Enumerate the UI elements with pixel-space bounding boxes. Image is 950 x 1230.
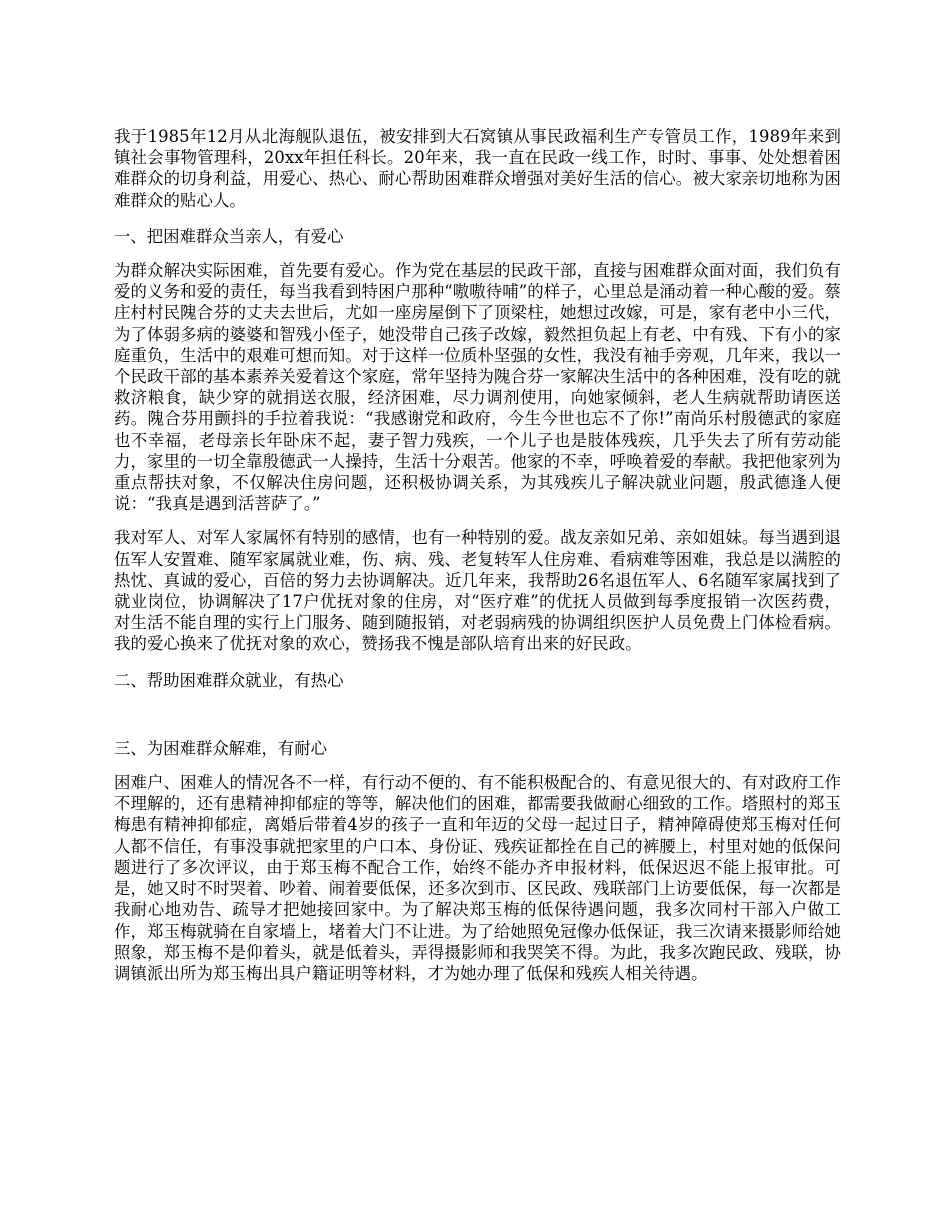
section-1-heading: 一、把困难群众当亲人，有爱心	[114, 226, 344, 246]
section-3-heading: 三、为困难群众解难，有耐心	[114, 738, 328, 758]
section-1-paragraph-2: 我对军人、对军人家属怀有特别的感情，也有一种特别的爱。战友亲如兄弟、亲如姐妹。每当遇到退伍军人安置难、随军家属就业难，伤、病、残、老复转军人住房难、看病难等困难，我总是以满腔的热忱、真诚的爱心，百倍的努力去协调解决。近几年来，我帮助26名退伍军人、6名随军家属找到了就业岗位，协调解决了17户优抚对象的住房，对“医疗难”的优抚人员做到每季度报销一次医药费，对生活不能自理的实行上门服务、随到随报销，对老弱病残的协调组织医护人员免费上门体检看病。我的爱心换来了优抚对象的欢心，赞扬我不愧是部队培育出来的好民政。	[114, 528, 841, 654]
section-3-paragraph-1: 困难户、困难人的情况各不一样，有行动不便的、有不能积极配合的、有意见很大的、有对政府工作不理解的，还有患精神抑郁症的等等，解决他们的困难，都需要我做耐心细致的工作。塔照村的郑玉梅患有精神抑郁症，离婚后带着4岁的孩子一直和年迈的父母一起过日子，精神障碍使郑玉梅对任何人都不信任，有事没事就把家里的户口本、身份证、残疾证都拴在自己的裤腰上，村里对她的低保问题进行了多次评议，由于郑玉梅不配合工作，始终不能办齐申报材料，低保迟迟不能上报审批。可是，她又时不时哭着、吵着、闹着要低保，还多次到市、区民政、残联部门上访要低保，每一次都是我耐心地劝告、疏导才把她接回家中。为了解决郑玉梅的低保待遇问题，我多次同村干部入户做工作，郑玉梅就骑在自家墙上，堵着大门不让进。为了给她照免冠像办低保证，我三次请来摄影师给她照象，郑玉梅不是仰着头，就是低着头，弄得摄影师和我哭笑不得。为此，我多次跑民政、残联，协调镇派出所为郑玉梅出具户籍证明等材料，才为她办理了低保和残疾人相关待遇。	[114, 773, 841, 983]
section-1-paragraph-1: 为群众解决实际困难，首先要有爱心。作为党在基层的民政干部，直接与困难群众面对面，我们负有爱的义务和爱的责任，每当我看到特困户那种“嗷嗷待哺”的样子，心里总是涌动着一种心酸的爱。蔡庄村村民隗合芬的丈夫去世后，尤如一座房屋倒下了顶梁柱，她想过改嫁，可是，家有老中小三代，为了体弱多病的婆婆和智残小侄子，她没带自己孩子改嫁，毅然担负起上有老、中有残、下有小的家庭重负，生活中的艰难可想而知。对于这样一位质朴坚强的女性，我没有袖手旁观，几年来，我以一个民政干部的基本素养关爱着这个家庭，常年坚持为隗合芬一家解决生活中的各种困难，没有吃的就救济粮食，缺少穿的就捐送衣服，经济困难，尽力调剂使用，向她家倾斜，老人生病就帮助请医送药。隗合芬用颤抖的手拉着我说：“我感谢党和政府，今生今世也忘不了你!”南尚乐村殷德武的家庭也不幸福，老母亲长年卧床不起，妻子智力残疾，一个儿子也是肢体残疾，几乎失去了所有劳动能力，家里的一切全靠殷德武一人操持，生活十分艰苦。他家的不幸，呼唤着爱的奉献。我把他家列为重点帮扶对象，不仅解决住房问题，还积极协调关系，为其残疾儿子解决就业问题，殷武德逢人便说：“我真是遇到活菩萨了。”	[114, 261, 841, 514]
document-body	[114, 126, 841, 984]
intro-paragraph: 我于1985年12月从北海舰队退伍，被安排到大石窝镇从事民政福利生产专管员工作，1989年来到镇社会事物管理科，20xx年担任科长。20年来，我一直在民政一线工作，时时、事事、处处想着困难群众的切身利益，用爱心、热心、耐心帮助困难群众增强对美好生活的信心。被大家亲切地称为困难群众的贴心人。	[114, 127, 841, 210]
section-2-heading: 二、帮助困难群众就业，有热心	[114, 670, 344, 690]
